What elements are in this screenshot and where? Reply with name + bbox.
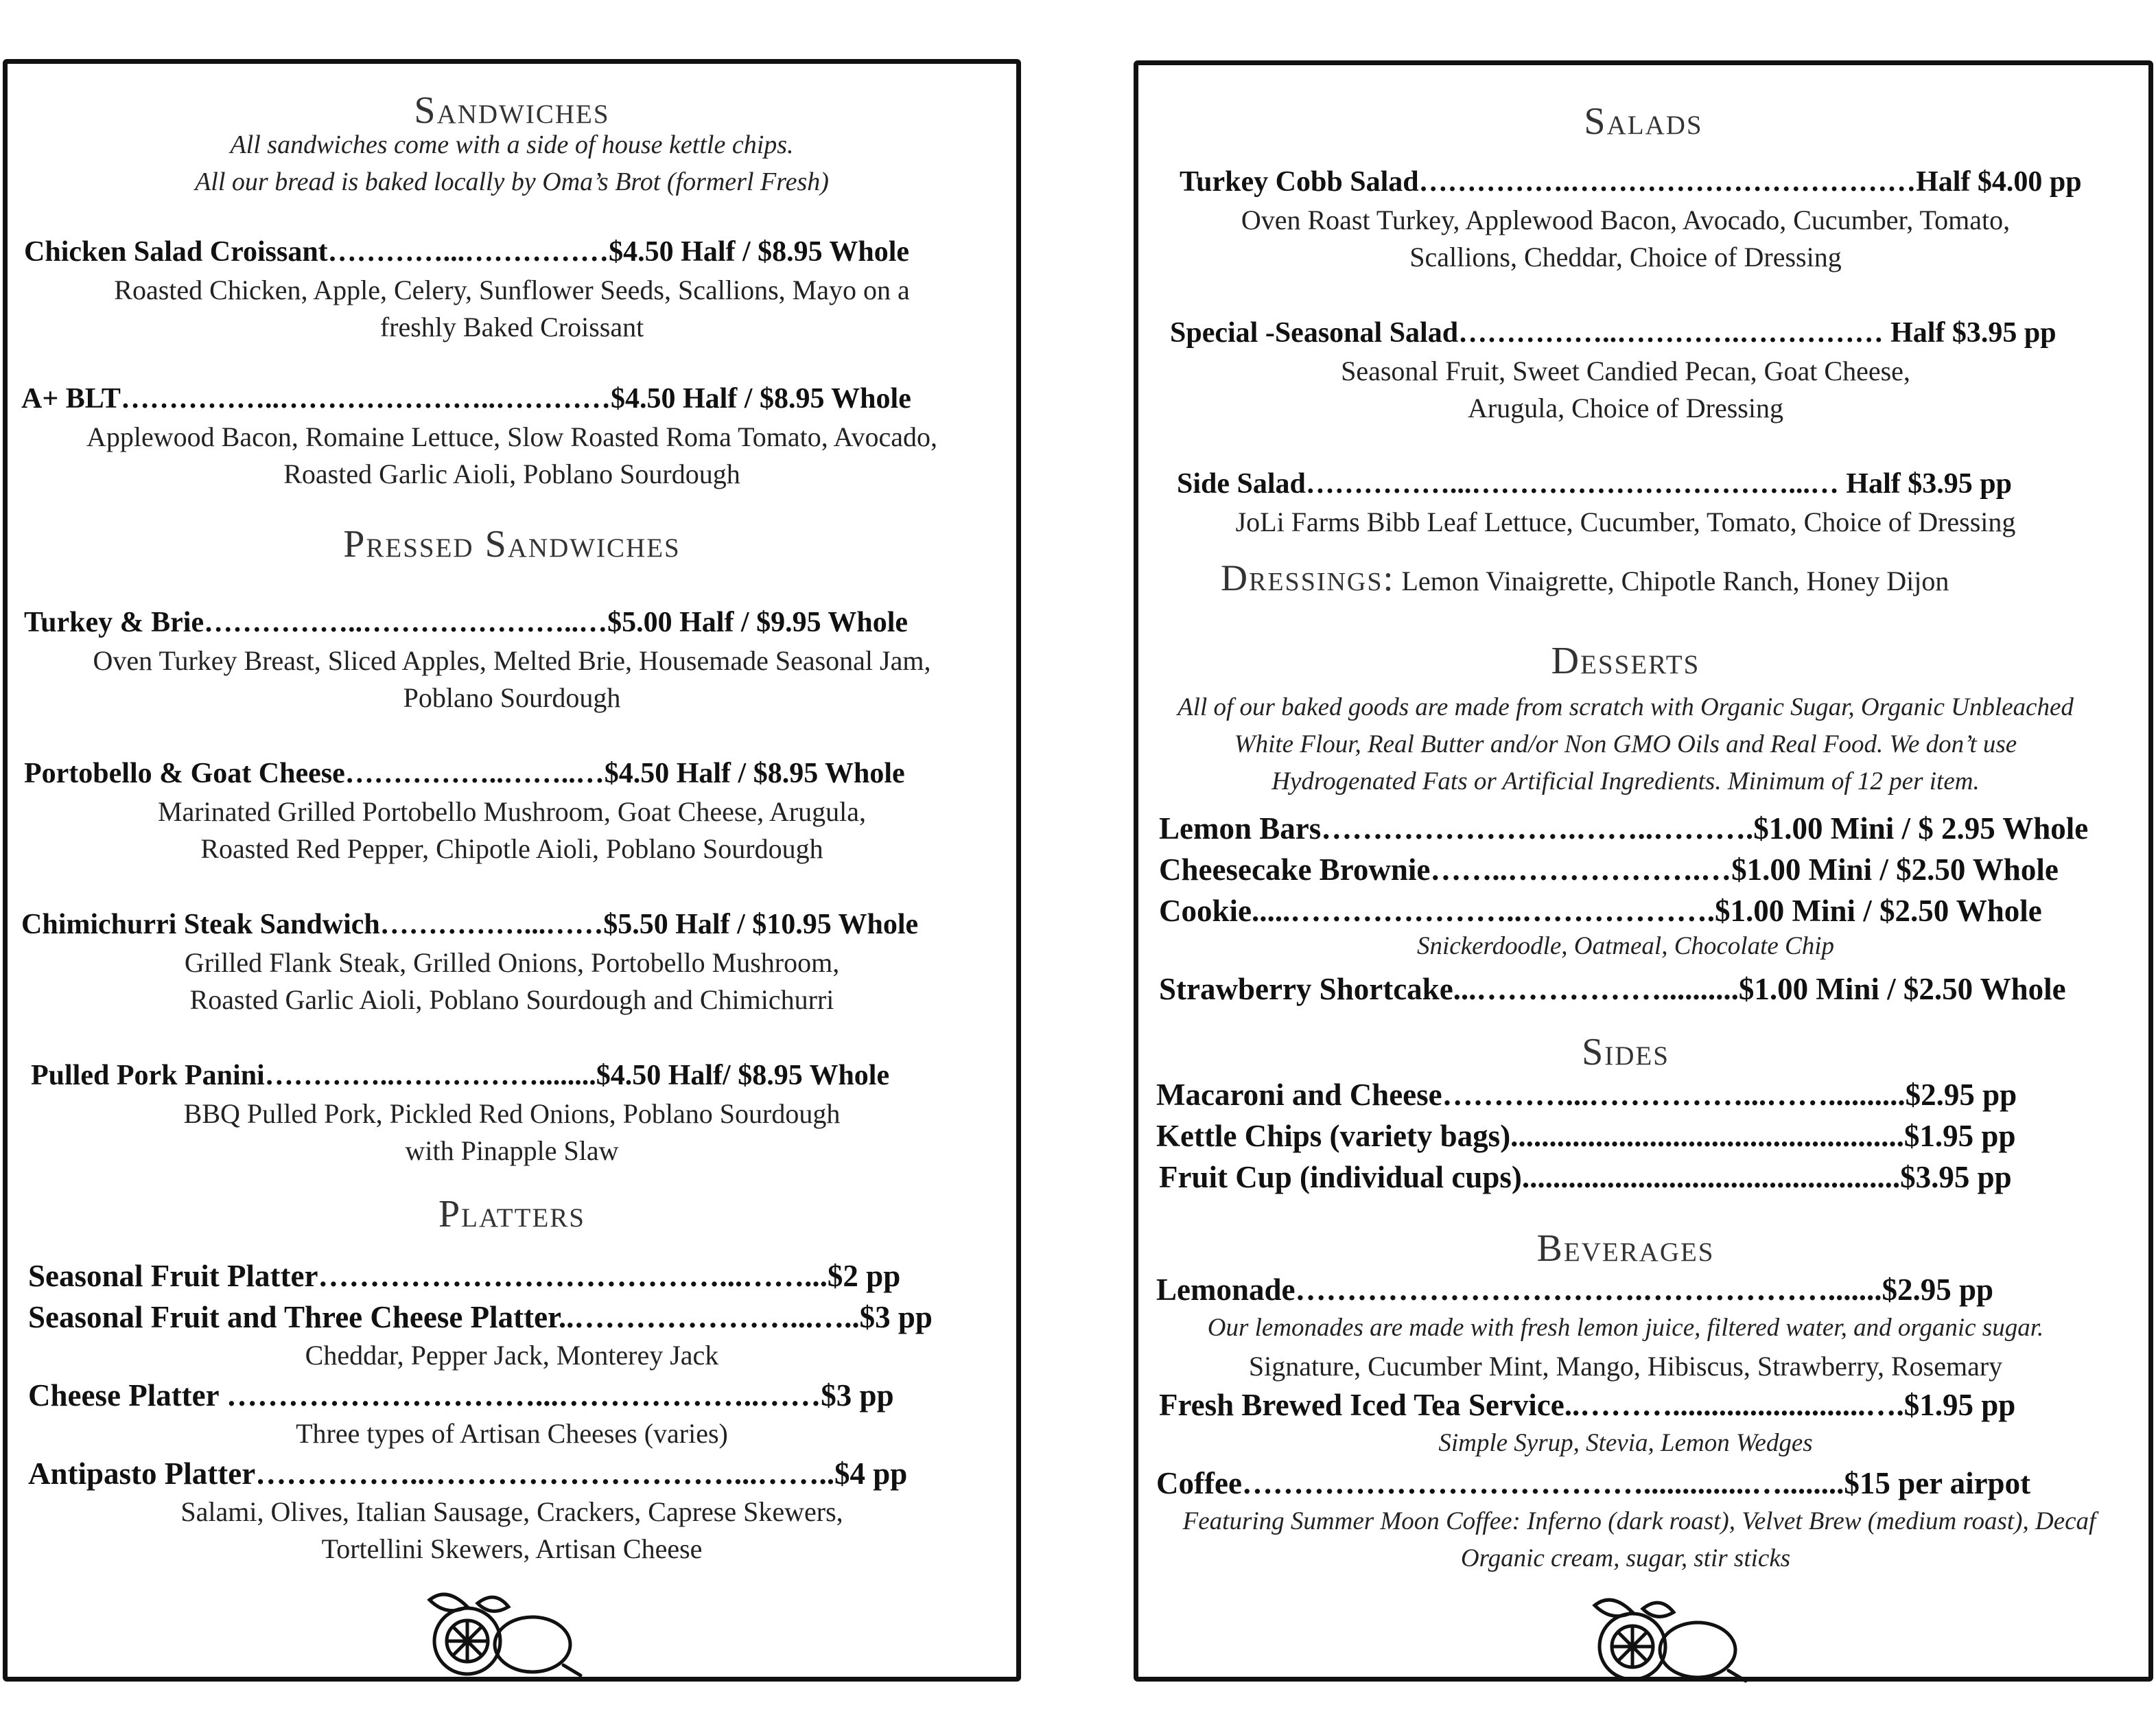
item-description: BBQ Pulled Pork, Pickled Red Onions, Poblano Sourdough: [183, 1098, 841, 1129]
menu-item-antipasto: Antipasto Platter……………..…………………………...……..$4 pp: [28, 1456, 908, 1491]
item-description: Tortellini Skewers, Artisan Cheese: [321, 1533, 703, 1564]
item-description: Scallions, Cheddar, Choice of Dressing: [1409, 242, 1842, 272]
menu-item-cookie: Cookie.....…………………..……………….$1.00 Mini / $2.50 Whole: [1159, 894, 2042, 928]
menu-item-lemon-bars: Lemon Bars…………………….……..……….$1.00 Mini / $ 2.95 Whole: [1159, 811, 2089, 846]
item-description: Roasted Red Pepper, Chipotle Aioli, Poblano Sourdough: [200, 833, 823, 864]
item-description: Roasted Garlic Aioli, Poblano Sourdough and Chimichurri: [189, 984, 834, 1015]
menu-item-portobello: Portobello & Goat Cheese……………..……..…$4.50 Half / $8.95 Whole: [24, 758, 905, 789]
menu-item-fruit-cheese-platter: Seasonal Fruit and Three Cheese Platter..…………………...…..$3 pp: [28, 1300, 933, 1334]
item-description: Salami, Olives, Italian Sausage, Crackers, Caprese Skewers,: [180, 1496, 843, 1527]
item-description: with Pinapple Slaw: [405, 1135, 619, 1166]
item-description: Seasonal Fruit, Sweet Candied Pecan, Goat Cheese,: [1341, 356, 1910, 386]
item-description: Three types of Artisan Cheeses (varies): [296, 1418, 728, 1449]
lemon-illustration-icon: [419, 1586, 584, 1682]
menu-item-cheese-platter: Cheese Platter …………………………...………………..……$3 pp: [28, 1378, 894, 1413]
lemonade-flavors: Signature, Cucumber Mint, Mango, Hibiscus, Strawberry, Rosemary: [1248, 1351, 2003, 1382]
item-description: Marinated Grilled Portobello Mushroom, Goat Cheese, Arugula,: [157, 796, 867, 827]
left-menu-panel: [3, 59, 1021, 1682]
sides-heading: Sides: [1582, 1031, 1669, 1073]
menu-item-fruit-platter: Seasonal Fruit Platter…………………………………...……...$2 pp: [28, 1259, 901, 1293]
pressed-sandwiches-heading: Pressed Sandwiches: [343, 523, 681, 566]
right-menu-panel: [1134, 60, 2153, 1682]
platters-heading: Platters: [438, 1193, 585, 1235]
menu-item-turkey-brie: Turkey & Brie……………..…………………..…$5.00 Half / $9.95 Whole: [24, 607, 909, 638]
menu-item-pulled-pork: Pulled Pork Panini…………..……………........$4.50 Half/ $8.95 Whole: [31, 1060, 890, 1091]
menu-item-blt: A+ BLT……………..…………………..…………$4.50 Half / $8.95 Whole: [21, 383, 911, 415]
coffee-note: Featuring Summer Moon Coffee: Inferno (dark roast), Velvet Brew (medium roast), Decaf: [1182, 1507, 2096, 1535]
item-description: Arugula, Choice of Dressing: [1468, 393, 1783, 423]
menu-item-fruit-cup: Fruit Cup (individual cups).................................................$3.95 pp: [1159, 1160, 2012, 1194]
desserts-note: White Flour, Real Butter and/or Non GMO Oils and Real Food. We don’t use: [1234, 730, 2017, 758]
salads-heading: Salads: [1584, 100, 1703, 143]
item-description: Roasted Chicken, Apple, Celery, Sunflower Seeds, Scallions, Mayo on a: [114, 275, 910, 305]
menu-item-chimichurri: Chimichurri Steak Sandwich……………...……$5.50 Half / $10.95 Whole: [21, 909, 919, 940]
item-description: JoLi Farms Bibb Leaf Lettuce, Cucumber, Tomato, Choice of Dressing: [1235, 507, 2016, 537]
menu-item-coffee: Coffee…………………………………..............…........$15 per airpot: [1156, 1466, 2031, 1500]
desserts-note: All of our baked goods are made from scratch with Organic Sugar, Organic Unbleached: [1177, 693, 2074, 721]
menu-item-strawberry-shortcake: Strawberry Shortcake...………………..........$1.00 Mini / $2.50 Whole: [1159, 972, 2066, 1006]
item-description: Roasted Garlic Aioli, Poblano Sourdough: [283, 458, 740, 489]
menu-item-iced-tea: Fresh Brewed Iced Tea Service..……….........................….$1.95 pp: [1159, 1388, 2016, 1422]
cookie-flavors: Snickerdoodle, Oatmeal, Chocolate Chip: [1417, 932, 1834, 960]
desserts-heading: Desserts: [1551, 640, 1700, 682]
menu-item-chicken-salad: Chicken Salad Croissant…………...……………$4.50 Half / $8.95 Whole: [24, 236, 910, 268]
sandwiches-note: All sandwiches come with a side of house kettle chips.: [230, 130, 794, 159]
menu-item-lemonade: Lemonade…………………………….……………….......$2.95 pp: [1156, 1272, 1994, 1307]
desserts-note: Hydrogenated Fats or Artificial Ingredients. Minimum of 12 per item.: [1272, 767, 1980, 795]
item-description: Grilled Flank Steak, Grilled Onions, Portobello Mushroom,: [184, 947, 840, 978]
item-description: Oven Turkey Breast, Sliced Apples, Melted Brie, Housemade Seasonal Jam,: [93, 645, 931, 676]
sandwiches-heading: Sandwiches: [414, 89, 610, 132]
item-description: freshly Baked Croissant: [379, 312, 644, 342]
beverages-heading: Beverages: [1536, 1227, 1715, 1270]
menu-item-side-salad: Side Salad……………...……………………………...… Half $3.95 pp: [1177, 468, 2012, 500]
iced-tea-note: Simple Syrup, Stevia, Lemon Wedges: [1438, 1429, 1813, 1457]
dressings-list: Lemon Vinaigrette, Chipotle Ranch, Honey Dijon: [1394, 566, 1949, 596]
item-description: Applewood Bacon, Romaine Lettuce, Slow Roasted Roma Tomato, Avocado,: [86, 421, 937, 452]
item-description: Poblano Sourdough: [403, 682, 621, 713]
menu-item-cheesecake-brownie: Cheesecake Brownie……..……………….…$1.00 Mini / $2.50 Whole: [1159, 852, 2059, 887]
menu-item-turkey-cobb: Turkey Cobb Salad…………….………………………………Half $4.00 pp: [1180, 166, 2082, 198]
menu-item-mac-and-cheese: Macaroni and Cheese…………...……………...……..........$2.95 pp: [1156, 1078, 2017, 1112]
dressings-label: Dressings:: [1221, 557, 1395, 598]
lemonade-note: Our lemonades are made with fresh lemon juice, filtered water, and organic sugar.: [1207, 1314, 2044, 1342]
bread-note: All our bread is baked locally by Oma’s Brot (formerl Fresh): [195, 167, 829, 196]
item-description: Cheddar, Pepper Jack, Monterey Jack: [305, 1340, 719, 1371]
lemon-illustration-icon: [1584, 1592, 1749, 1688]
coffee-note: Organic cream, sugar, stir sticks: [1460, 1544, 1791, 1572]
menu-item-seasonal-salad: Special -Seasonal Salad……………..………….…………… Half $3.95 pp: [1170, 317, 2057, 349]
item-description: Oven Roast Turkey, Applewood Bacon, Avocado, Cucumber, Tomato,: [1241, 205, 2011, 235]
menu-item-kettle-chips: Kettle Chips (variety bags)...................................................$1.95 pp: [1156, 1119, 2016, 1153]
dressings-line: [1221, 557, 1949, 599]
